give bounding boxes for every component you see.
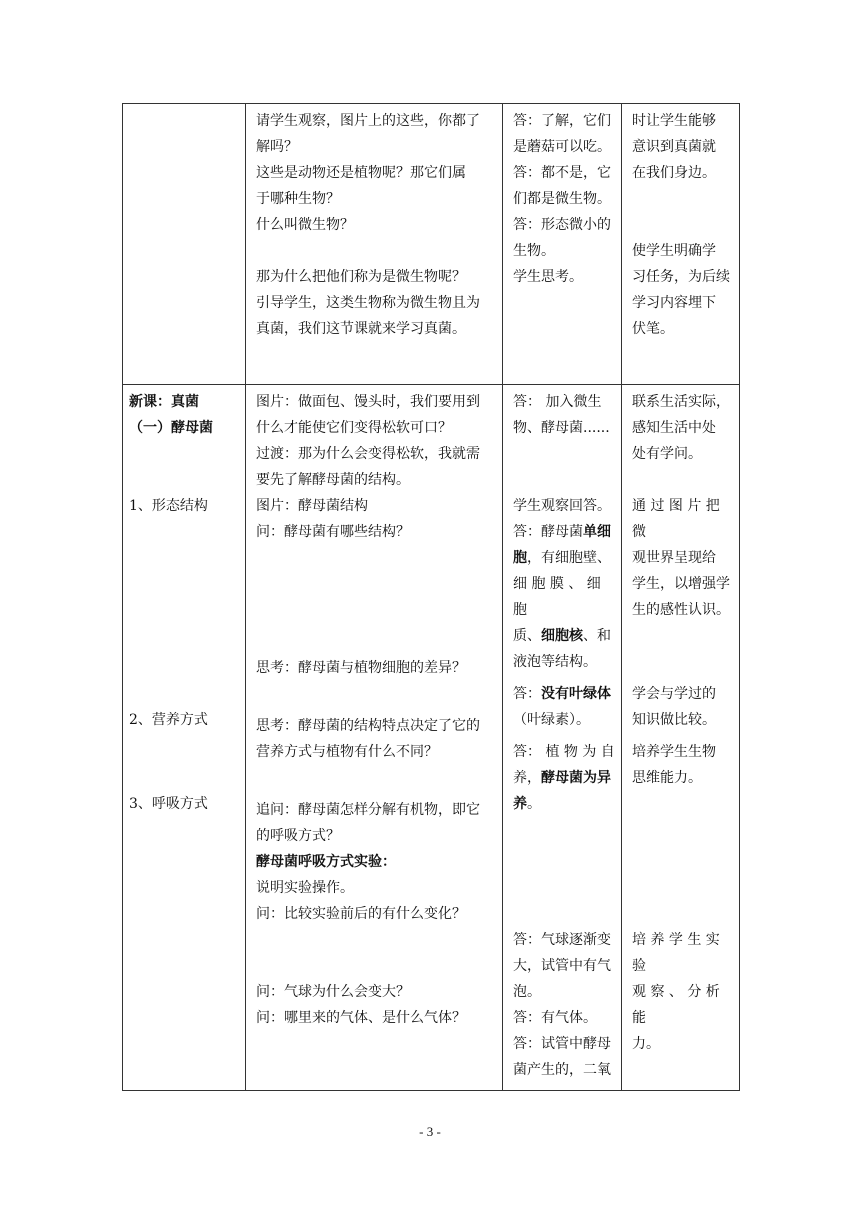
- text-line: 处有学问。: [632, 446, 702, 462]
- section-cell: [123, 385, 246, 1091]
- design-intent-cell: [622, 385, 740, 1091]
- design-intent-cell: [622, 104, 740, 385]
- text-line: 观世界呈现给: [632, 550, 716, 566]
- text-line: 答：有气体。: [513, 1010, 597, 1026]
- text-line: 菌产生的，二氧: [513, 1062, 611, 1078]
- text-line: 什么才能使它们变得松软可口？: [256, 420, 452, 436]
- table-row: [123, 385, 740, 1091]
- text-line: 答：气球逐渐变: [513, 932, 611, 948]
- text-line: 解吗？: [256, 139, 298, 155]
- text-line: 图片：做面包、馒头时，我们要用到: [256, 394, 480, 410]
- subsection-label: 1、形态结构: [129, 498, 208, 514]
- text-line: 的呼吸方式？: [256, 828, 340, 844]
- teacher-activity-cell: [246, 104, 503, 385]
- text-line: 要先了解酵母菌的结构。: [256, 472, 410, 488]
- text-line: 思考：酵母菌的结构特点决定了它的: [256, 718, 480, 734]
- lesson-plan-table: [122, 103, 740, 1091]
- text-line: 问：比较实验前后的有什么变化？: [256, 906, 466, 922]
- subsection-label: 3、呼吸方式: [129, 796, 208, 812]
- text-line: 质、细胞核、和: [513, 628, 611, 644]
- text-line: 答：酵母菌单细: [513, 524, 611, 540]
- text-line: 答：没有叶绿体: [513, 686, 611, 702]
- text-line: 养。: [513, 796, 541, 812]
- text-line: 答：形态微小的: [513, 217, 611, 233]
- text-line: 感知生活中处: [632, 420, 716, 436]
- text-line: 学生，以增强学: [632, 576, 730, 592]
- text-line: 答： 植 物 为 自: [513, 744, 615, 760]
- section-cell: [123, 104, 246, 385]
- text-line: 养，酵母菌为异: [513, 770, 611, 786]
- text-line: 培 养 学 生 实 验: [632, 932, 720, 974]
- experiment-heading: 酵母菌呼吸方式实验：: [256, 854, 396, 870]
- text-line: 请学生观察，图片上的这些，你都了: [256, 113, 480, 129]
- text-line: 说明实验操作。: [256, 880, 354, 896]
- text-line: 过渡：那为什么会变得松软，我就需: [256, 446, 480, 462]
- text-line: 答：试管中酵母: [513, 1036, 611, 1052]
- text-line: 使学生明确学: [632, 243, 716, 259]
- text-line: 时让学生能够: [632, 113, 716, 129]
- text-line: 意识到真菌就: [632, 139, 716, 155]
- text-line: 是蘑菇可以吃。: [513, 139, 611, 155]
- text-line: 什么叫微生物？: [256, 217, 354, 233]
- text-line: 生的感性认识。: [632, 602, 730, 618]
- text-line: 学生观察回答。: [513, 498, 611, 514]
- text-line: 追问：酵母菌怎样分解有机物，即它: [256, 802, 480, 818]
- text-line: 思维能力。: [632, 770, 702, 786]
- text-line: 泡。: [513, 984, 541, 1000]
- text-line: 学生思考。: [513, 269, 583, 285]
- text-line: 引导学生，这类生物称为微生物且为: [256, 295, 480, 311]
- text-line: 力。: [632, 1036, 660, 1052]
- text-line: 真菌，我们这节课就来学习真菌。: [256, 321, 466, 337]
- text-line: 思考：酵母菌与植物细胞的差异？: [256, 660, 466, 676]
- text-line: 大，试管中有气: [513, 958, 611, 974]
- page-number: - 3 -: [419, 1124, 441, 1139]
- text-line: 学会与学过的: [632, 686, 716, 702]
- text-line: 图片：酵母菌结构: [256, 498, 368, 514]
- text-line: 答：都不是，它: [513, 165, 611, 181]
- text-line: 学习内容埋下: [632, 295, 716, 311]
- text-line: 们都是微生物。: [513, 191, 611, 207]
- text-line: 营养方式与植物有什么不同？: [256, 744, 438, 760]
- text-line: 生物。: [513, 243, 555, 259]
- text-line: 答：了解，它们: [513, 113, 611, 129]
- text-line: 液泡等结构。: [513, 654, 597, 670]
- text-line: 伏笔。: [632, 321, 674, 337]
- text-line: 胞，有细胞壁、: [513, 550, 611, 566]
- text-line: 知识做比较。: [632, 712, 716, 728]
- text-line: （叶绿素）。: [513, 712, 590, 728]
- text-line: 答： 加入微生: [513, 394, 602, 410]
- text-line: 在我们身边。: [632, 165, 716, 181]
- text-line: 物、酵母菌......: [513, 420, 610, 436]
- student-activity-cell: [503, 104, 622, 385]
- subsection-label: 2、营养方式: [129, 712, 208, 728]
- text-line: 问：酵母菌有哪些结构？: [256, 524, 410, 540]
- text-line: 细 胞 膜 、 细 胞: [513, 576, 601, 618]
- text-line: 问：气球为什么会变大？: [256, 984, 410, 1000]
- teacher-activity-cell: [246, 385, 503, 1091]
- text-line: 这些是动物还是植物呢？那它们属: [256, 165, 466, 181]
- table-row: [123, 104, 740, 385]
- text-line: 于哪种生物？: [256, 191, 340, 207]
- section-heading: （一）酵母菌: [129, 420, 213, 436]
- text-line: 联系生活实际，: [632, 394, 730, 410]
- text-line: 通 过 图 片 把 微: [632, 498, 720, 540]
- text-line: 观 察 、 分 析 能: [632, 984, 720, 1026]
- text-line: 那为什么把他们称为是微生物呢？: [256, 269, 466, 285]
- text-line: 问：哪里来的气体、是什么气体？: [256, 1010, 466, 1026]
- text-line: 培养学生生物: [632, 744, 716, 760]
- student-activity-cell: [503, 385, 622, 1091]
- text-line: 习任务，为后续: [632, 269, 730, 285]
- section-heading: 新课：真菌: [129, 394, 199, 410]
